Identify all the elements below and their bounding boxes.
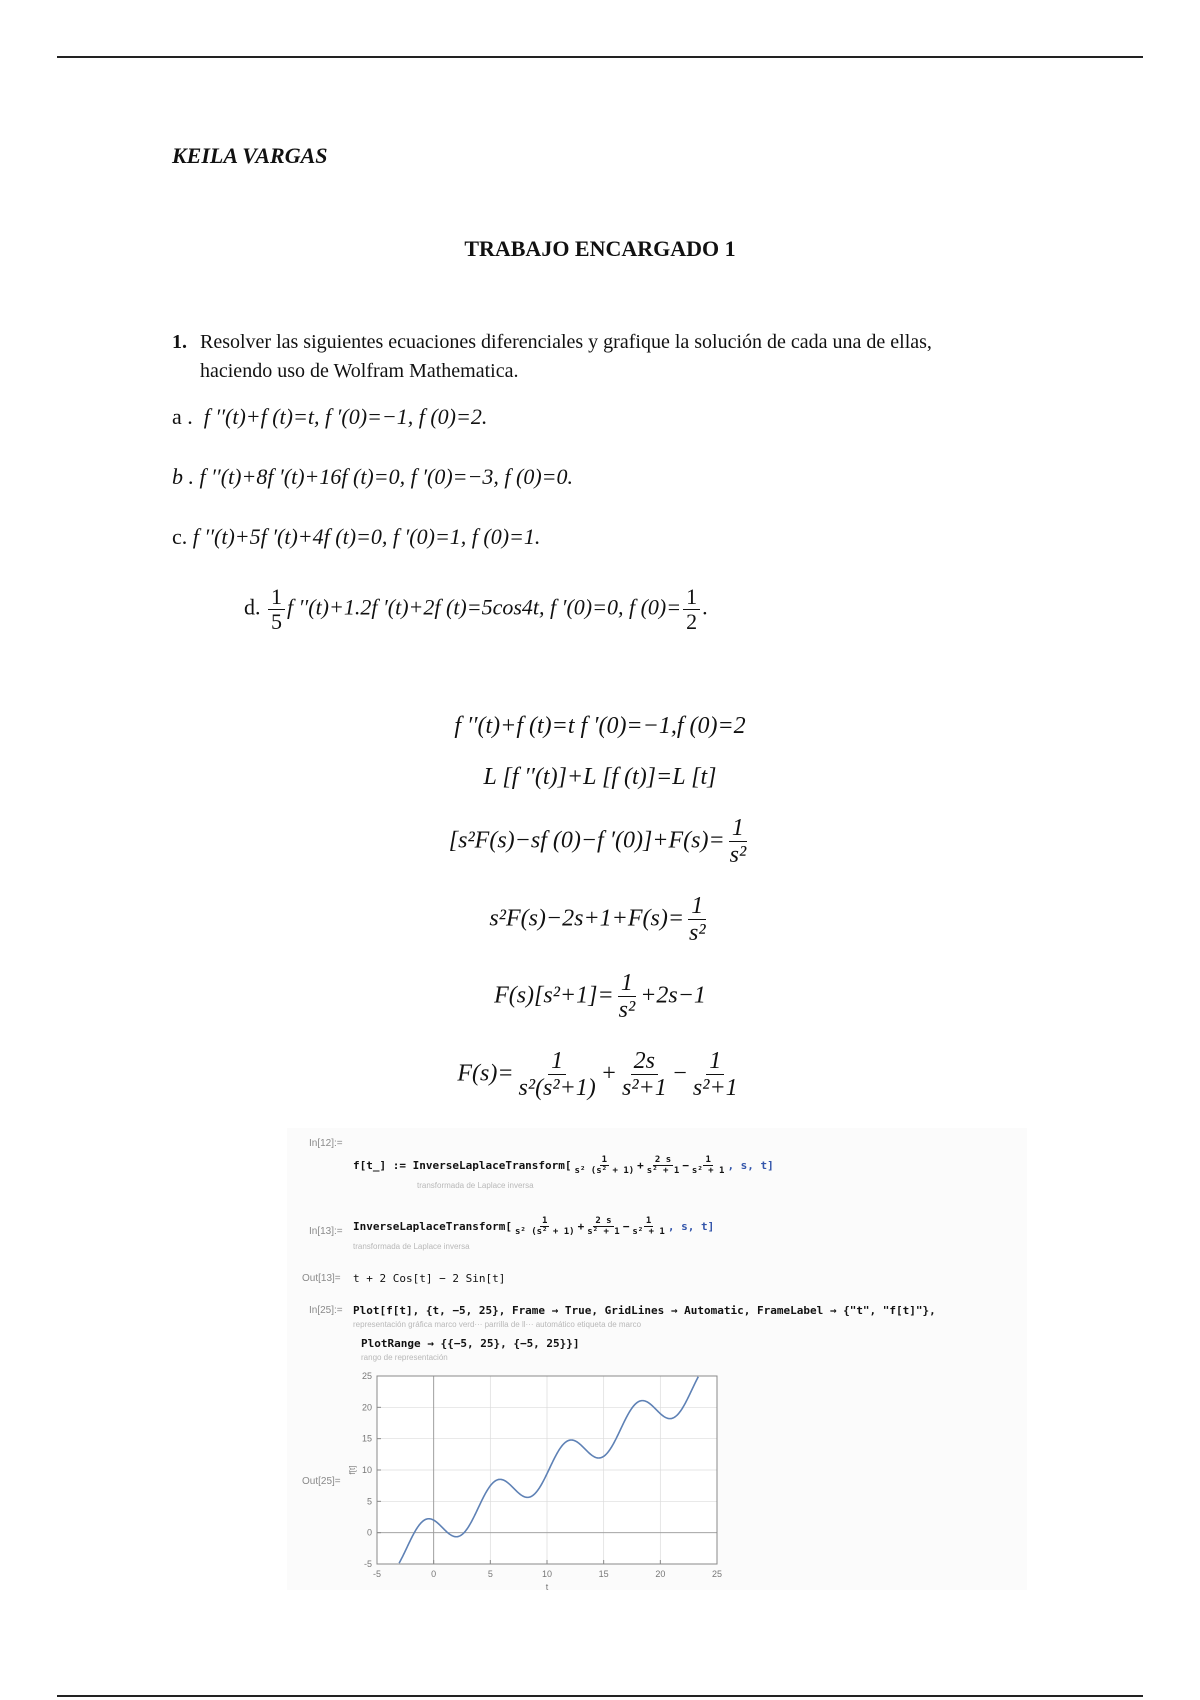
problem-d-coefficient: $\frac{1}{5}$	[268, 585, 285, 634]
instruction	[172, 328, 1052, 386]
solution-line-4: s²F(s)−2s+1+F(s)= $\frac{1}{\text{s²}}$	[489, 893, 706, 947]
y-tick-label: 0	[366, 1527, 372, 1538]
instruction-line-1: Resolver las siguientes ecuaciones diferenciales y grafique la solución de cada una de ellas,	[200, 331, 932, 353]
in25-label: In[25]:=	[309, 1305, 343, 1316]
x-tick-label: -5	[372, 1569, 382, 1579]
solution-line-5: F(s)[s²+1]= $\frac{1}{\text{s²}}$ +2s−1	[494, 970, 706, 1024]
in12-label: In[12]:=	[309, 1138, 343, 1149]
in13-hint: transformada de Laplace inversa	[353, 1242, 470, 1251]
solution-line-6: F(s)= $\frac{1}{\text{s²(s²+1)}}$ + $\frac{2s}{\text{s²+1}}$ − $\frac{1}{\text{s²+1}}$	[457, 1048, 738, 1102]
mathematica-notebook	[287, 1128, 1027, 1590]
page-title: TRABAJO ENCARGADO 1	[464, 236, 736, 261]
in25-code-line1[interactable]: Plot[f[t], {t, −5, 25}, Frame → True, GridLines → Automatic, FrameLabel → {"t", "f[t]"},	[353, 1304, 936, 1317]
solution-line-3: [s²F(s)−sf (0)−f ′(0)]+F(s)= $\frac{1}{\text{s²}}$	[448, 815, 747, 869]
y-tick-label: 15	[361, 1433, 372, 1444]
problem-c	[172, 524, 540, 550]
in25-hints-line1: representación gráfica marco verd··· parrilla de ll··· automático etiqueta de marco	[353, 1320, 642, 1329]
x-tick-label: 5	[487, 1569, 493, 1579]
y-axis-label: f[t]	[348, 1465, 357, 1475]
bottom-rule	[57, 1695, 1143, 1697]
author-name: KEILA VARGAS	[172, 143, 328, 168]
y-tick-label: 20	[361, 1402, 372, 1413]
in25-code-line2[interactable]: PlotRange → {{−5, 25}, {−5, 25}}]	[361, 1337, 580, 1350]
problem-b	[172, 464, 573, 490]
problem-c-label: c.	[172, 524, 188, 549]
function-plot	[347, 1364, 787, 1590]
problem-d-equation: f ′′(t)+1.2f ′(t)+2f (t)=5cos4t, f ′(0)=0, f (0)=	[287, 594, 682, 620]
problem-d-label: d.	[244, 594, 261, 620]
top-rule	[57, 56, 1143, 58]
in13-label: In[13]:=	[309, 1226, 343, 1237]
problem-d: d. $\frac{1}{5}$ f ′′(t)+1.2f ′(t)+2f (t)=5cos4t, f ′(0)=0, f (0)= $\frac{1}{2}$ .	[244, 584, 708, 635]
y-tick-label: 25	[361, 1371, 372, 1381]
out25-label: Out[25]=	[302, 1476, 341, 1487]
problem-b-equation: f ′′(t)+8f ′(t)+16f (t)=0, f ′(0)=−3, f (0)=0.	[199, 464, 573, 489]
instruction-number: 1.	[172, 331, 187, 353]
problem-a-equation: f ′′(t)+f (t)=t, f ′(0)=−1, f (0)=2.	[203, 404, 488, 429]
in13-code[interactable]: InverseLaplaceTransform[ $\frac{1}{\text{s² (s² + 1)}}$ + $\frac{2 s}{\text{s² + 1}}$ − $\frac{1}{\text{s² + 1}}$ , s, t]	[353, 1216, 715, 1238]
in12-hint: transformada de Laplace inversa	[417, 1181, 534, 1190]
x-tick-label: 0	[431, 1569, 437, 1579]
solution-line-2: L [f ′′(t)]+L [f (t)]=L [t]	[483, 764, 717, 790]
solution-line-1: f ′′(t)+f (t)=t f ′(0)=−1,f (0)=2	[454, 713, 746, 739]
x-tick-label: 15	[598, 1569, 609, 1579]
y-tick-label: 10	[361, 1465, 372, 1475]
out13-value: t + 2 Cos[t] − 2 Sin[t]	[353, 1272, 506, 1285]
problem-b-label: b .	[172, 464, 194, 489]
x-tick-label: 25	[711, 1569, 723, 1579]
y-tick-label: -5	[363, 1559, 372, 1569]
in25-hint-line2: rango de representación	[361, 1353, 448, 1362]
y-tick-label: 5	[366, 1496, 372, 1507]
problem-a	[172, 404, 487, 430]
x-tick-label: 20	[655, 1569, 666, 1579]
problem-c-equation: f ′′(t)+5f ′(t)+4f (t)=0, f ′(0)=1, f (0)=1.	[192, 524, 541, 549]
problem-d-half: $\frac{1}{2}$	[683, 585, 700, 634]
in12-code[interactable]: f[t_] := InverseLaplaceTransform[ $\frac{1}{\text{s² (s² + 1)}}$ + $\frac{2 s}{\text{s² + 1}}$ − $\frac{1}{\text{s² + 1}}$ , s, t]	[353, 1155, 774, 1177]
x-tick-label: 10	[541, 1569, 553, 1579]
out13-label: Out[13]=	[302, 1273, 341, 1284]
x-axis-label: t	[545, 1582, 549, 1590]
instruction-line-2: haciendo uso de Wolfram Mathematica.	[200, 360, 519, 382]
problem-a-label: a .	[172, 404, 193, 429]
